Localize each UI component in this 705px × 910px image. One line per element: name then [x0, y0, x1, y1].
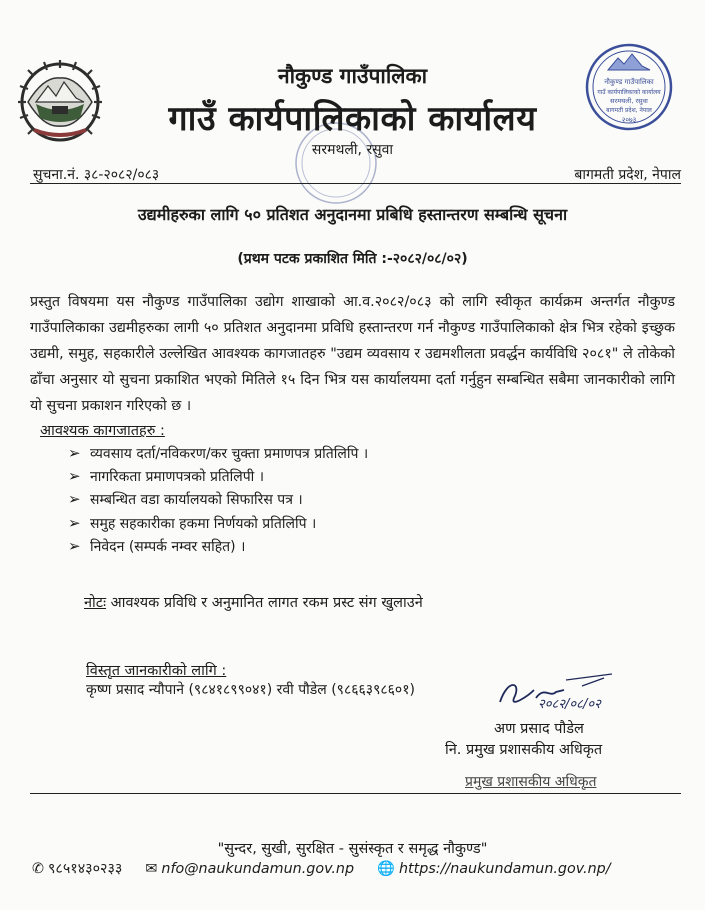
office-address: सरमथली, रसुवा [311, 142, 394, 158]
svg-text:२०८२/०८/०२: २०८२/०८/०२ [538, 697, 601, 712]
arrow-bullet-icon: ➢ [68, 490, 81, 509]
arrow-bullet-icon: ➢ [68, 513, 81, 532]
arrow-bullet-icon: ➢ [68, 467, 81, 486]
contact-heading: विस्तृत जानकारीको लागि : [86, 663, 227, 679]
municipality-name: नौकुण्ड गाउँपालिका [277, 64, 428, 88]
note-label: नोटः [84, 595, 107, 611]
publish-date: (प्रथम पटक प्रकाशित मिति :-२०८२/०८/०२) [237, 251, 468, 267]
svg-text:नौकुण्ड गाउँपालिका: नौकुण्ड गाउँपालिका [604, 78, 654, 86]
documents-heading: आवश्यक कागजातहरु : [40, 423, 165, 439]
svg-text:२०७३: २०७३ [621, 116, 637, 124]
documents-list [68, 442, 368, 558]
notice-body: प्रस्तुत विषयमा यस नौकुण्ड गाउँपालिका उद्योग शाखाको आ.व.२०८२/०८३ को लागि स्वीकृत कार्यक्रम अन्तर्गत नौकुण्ड गाउँपालिकाका उद्यमीहरुका लागी ५० प्रतिशत अनुदानमा प्रविधि हस्तान्तरण गर्न नौकुण्ड गाउँपालिकाको क्षेत्र भित्र रहेको इच्छुक उद्यमी, समुह, सहकारीले उल्लेखित आवश्यक कागजातहरु "उद्यम व्यवसाय र उद्यमशीलता प्रवर्द्धन कार्यविधि २०८१" ले तोकेको ढाँचा अनुसार यो सुचना प्रकाशित भएको मितिले १५ दिन भित्र यस कार्यालयमा दर्ता गर्नुहुन सम्बन्धित सबैमा जानकारीको लागि यो सुचना प्रकाशन गरिएको छ । [30, 294, 675, 414]
svg-text:गाउँ कार्यपालिकाको कार्यालय: गाउँ कार्यपालिकाको कार्यालय [597, 89, 661, 96]
list-item: ➢ निवेदन (सम्पर्क नम्वर सहित) । [68, 535, 368, 558]
handwritten-signature [494, 668, 654, 724]
notice-subject: उद्यमीहरुका लागि ५० प्रतिशत अनुदानमा प्रबिधि हस्तान्तरण सम्बन्धि सूचना [137, 205, 568, 224]
notice-number: सुचना.नं. ३८-२०८२/०८३ [33, 167, 160, 183]
note-line [84, 592, 423, 612]
province-label: बागमती प्रदेश, नेपाल [574, 167, 681, 183]
list-item: ➢ सम्बन्धित वडा कार्यालयको सिफारिस पत्र । [68, 488, 368, 511]
website-link[interactable]: https://naukundamun.gov.np/ [398, 861, 611, 877]
signatory-title: नि. प्रमुख प्रशासकीय अधिकृत [445, 742, 603, 758]
list-item: ➢ व्यवसाय दर्ता/नविकरण/कर चुक्ता प्रमाणपत्र प्रतिलिपि । [68, 442, 368, 465]
list-item: ➢ समुह सहकारीका हकमा निर्णयको प्रतिलिपि । [68, 512, 368, 535]
phone-number: ९८५१४३०२३३ [47, 861, 123, 877]
email-icon: ✉ [145, 861, 158, 877]
email-link[interactable]: nfo@naukundamun.gov.np [161, 861, 355, 877]
arrow-bullet-icon: ➢ [68, 536, 81, 555]
globe-icon: 🌐 [377, 861, 395, 877]
header-divider [30, 183, 681, 184]
signatory-name: अण प्रसाद पौडेल [494, 721, 584, 737]
svg-text:सरमथली, रसुवा: सरमथली, रसुवा [610, 97, 648, 105]
municipality-motto: "सुन्दर, सुखी, सुरक्षित - सुसंस्कृत र समृद्ध नौकुण्ड" [217, 841, 488, 857]
contact-people: कृष्ण प्रसाद न्यौपाने (९८४१८९९०४१) रवी पौडेल (९८६६३९८६०१) [86, 682, 415, 698]
list-item: ➢ नागरिकता प्रमाणपत्रको प्रतिलिपी । [68, 465, 368, 488]
note-text: आवश्यक प्रविधि र अनुमानित लागत रकम प्रस्ट संग खुलाउने [106, 595, 423, 611]
phone-icon: ✆ [32, 861, 44, 877]
svg-text:बागमती प्रदेश, नेपाल: बागमती प्रदेश, नेपाल [606, 107, 652, 114]
office-title: गाउँ कार्यपालिकाको कार्यालय [168, 99, 537, 139]
footer-divider [30, 793, 681, 794]
designation-stamp: प्रमुख प्रशासकीय अधिकृत [465, 774, 597, 790]
contact-footer [32, 859, 611, 878]
arrow-bullet-icon: ➢ [68, 444, 81, 462]
